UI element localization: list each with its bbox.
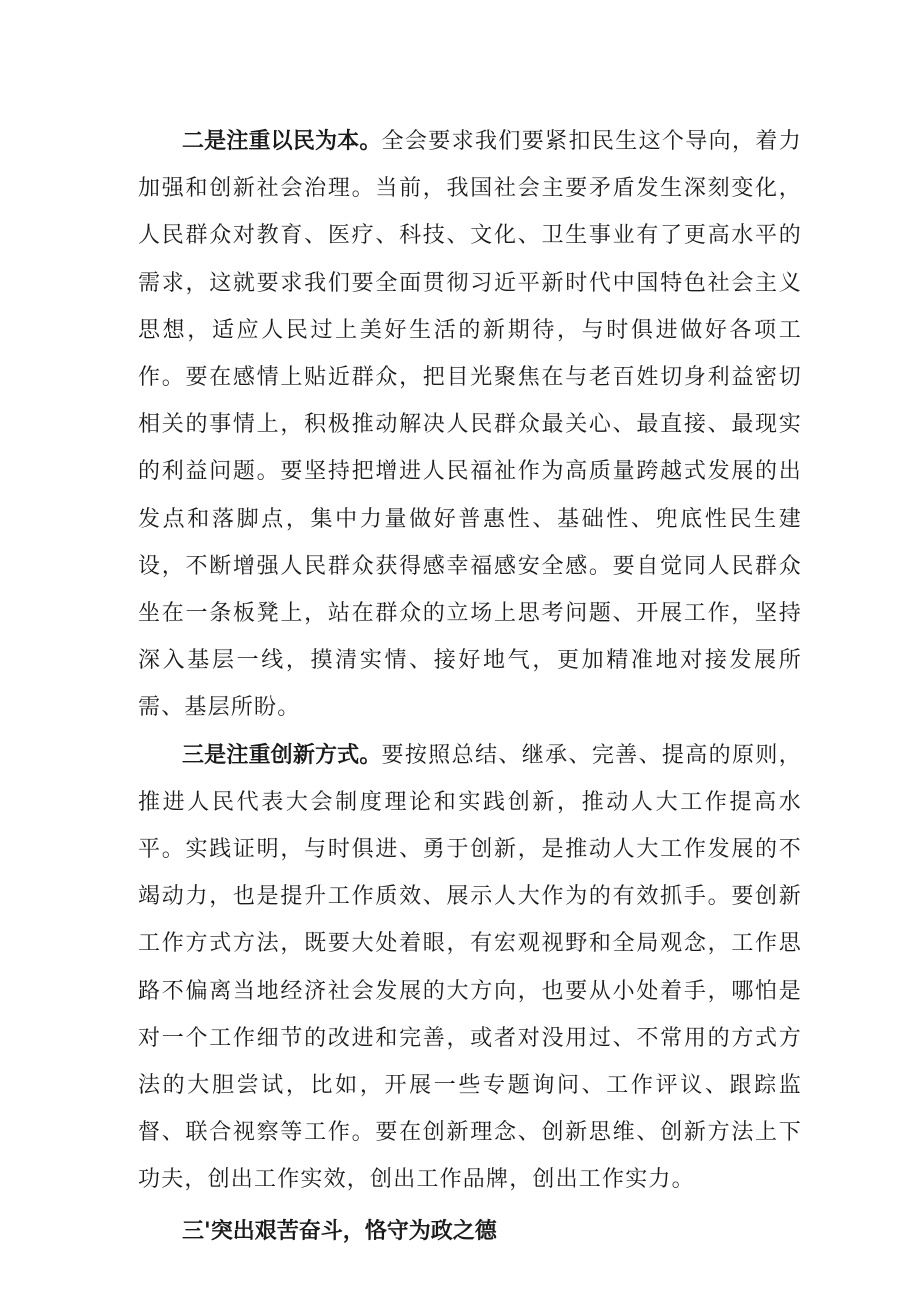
paragraph-lead: 三是注重创新方式。 (182, 742, 382, 768)
paragraph-people-centered (138, 118, 802, 732)
paragraph-body: 要按照总结、继承、完善、提高的原则，推进人民代表大会制度理论和实践创新，推动人大工作提高水平。实践证明，与时俱进、勇于创新，是推动人大工作发展的不竭动力，也是提升工作质效、展示人大作为的有效抓手。要创新工作方式方法，既要大处着眼，有宏观视野和全局观念，工作思路不偏离当地经济社会发展的大方向，也要从小处着手，哪怕是对一个工作细节的改进和完善，或者对没用过、不常用的方式方法的大胆尝试，比如，开展一些专题询问、工作评议、跟踪监督、联合视察等工作。要在创新理念、创新思维、创新方法上下功夫，创出工作实效，创出工作品牌，创出工作实力。 (138, 742, 802, 1193)
document-page (138, 118, 802, 1255)
paragraph-innovation (138, 732, 802, 1204)
section-heading: 三'突出艰苦奋斗，恪守为政之德 (182, 1218, 497, 1244)
paragraph-body: 全会要求我们要紧扣民生这个导向，着力加强和创新社会治理。当前，我国社会主要矛盾发生深刻变化，人民群众对教育、医疗、科技、文化、卫生事业有了更高水平的需求，这就要求我们要全面贯彻习近平新时代中国特色社会主义思想，适应人民过上美好生活的新期待，与时俱进做好各项工作。要在感情上贴近群众，把目光聚焦在与老百姓切身利益密切相关的事情上，积极推动解决人民群众最关心、最直接、最现实的利益问题。要坚持把增进人民福祉作为高质量跨越式发展的出发点和落脚点，集中力量做好普惠性、基础性、兜底性民生建设，不断增强人民群众获得感幸福感安全感。要自觉同人民群众坐在一条板凳上，站在群众的立场上思考问题、开展工作，坚持深入基层一线，摸清实情、接好地气，更加精准地对接发展所需、基层所盼。 (138, 129, 802, 721)
paragraph-lead: 二是注重以民为本。 (182, 129, 382, 154)
